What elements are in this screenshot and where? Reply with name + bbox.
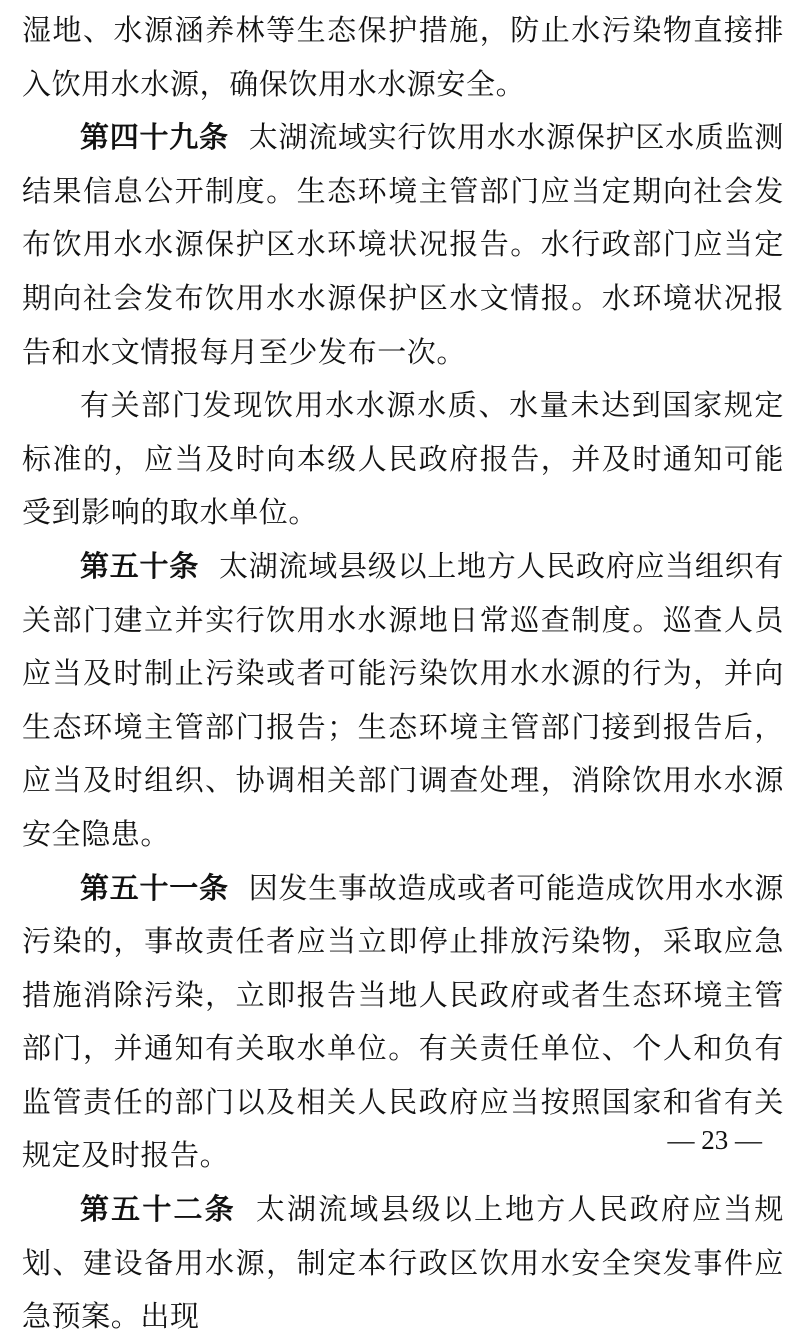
article-number: 第五十一条 [80, 870, 229, 905]
article-text: 因发生事故造成或者可能造成饮用水水源污染的，事故责任者应当立即停止排放污染物，采取应急措施消除污染，立即报告当地人民政府或者生态环境主管部门，并通知有关取水单位。有关责任单位、个人和负有监管责任的部门以及相关人民政府应当按照国家和省有关规定及时报告。 [22, 870, 784, 1173]
article-49-clause-2 [22, 379, 784, 540]
article-number: 第五十二条 [80, 1192, 236, 1227]
page-number: — 23 — [667, 1125, 762, 1155]
article-number: 第五十条 [80, 548, 199, 583]
article-text: 太湖流域实行饮用水水源保护区水质监测结果信息公开制度。生态环境主管部门应当定期向社会发布饮用水水源保护区水环境状况报告。水行政部门应当定期向社会发布饮用水水源保护区水文情报。水环境状况报告和水文情报每月至少发布一次。 [22, 120, 784, 369]
article-text: 太湖流域县级以上地方人民政府应当组织有关部门建立并实行饮用水水源地日常巡查制度。巡查人员应当及时制止污染或者可能污染饮用水水源的行为，并向生态环境主管部门报告；生态环境主管部门接到报告后，应当及时组织、协调相关部门调查处理，消除饮用水水源安全隐患。 [22, 548, 784, 851]
article-50 [22, 540, 784, 862]
paragraph-text: 有关部门发现饮用水水源水质、水量未达到国家规定标准的，应当及时向本级人民政府报告，并及时通知可能受到影响的取水单位。 [22, 388, 784, 530]
article-52 [22, 1183, 784, 1344]
paragraph-continuation [22, 4, 784, 111]
article-text: 太湖流域县级以上地方人民政府应当规划、建设备用水源，制定本行政区饮用水安全突发事件应急预案。出现 [22, 1192, 784, 1334]
paragraph-text: 湿地、水源涵养林等生态保护措施，防止水污染物直接排入饮用水水源，确保饮用水水源安全。 [22, 13, 784, 101]
article-49 [22, 111, 784, 379]
article-number: 第四十九条 [80, 120, 229, 155]
